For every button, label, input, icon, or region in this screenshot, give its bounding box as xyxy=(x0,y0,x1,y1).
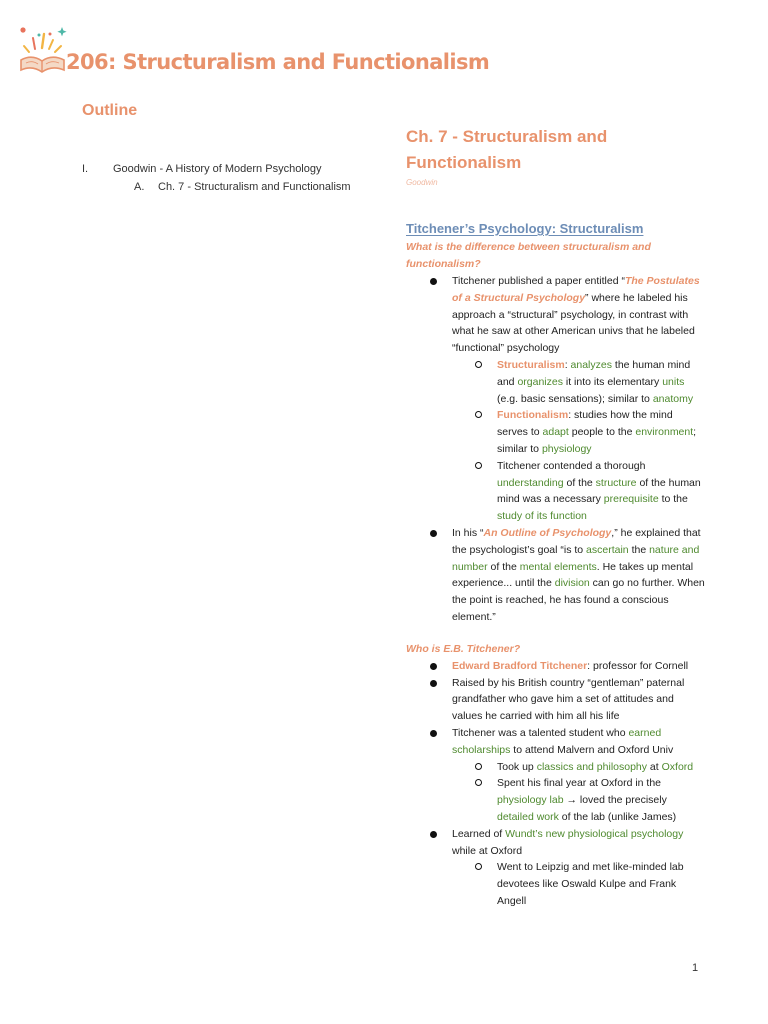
outline-link[interactable]: Goodwin - A History of Modern Psychology xyxy=(113,163,322,175)
list-item: Structuralism: analyzes the human mind and organizes it into its elementary units (e.g. basic sensations); similar to anatomy xyxy=(497,357,706,407)
outline-item[interactable] xyxy=(82,160,372,178)
term: Structuralism xyxy=(497,358,565,371)
outline-link[interactable]: Ch. 7 - Structuralism and Functionalism xyxy=(158,181,351,193)
list-item: Took up classics and philosophy at Oxford xyxy=(497,759,706,776)
list-item: Went to Leipzig and met like-minded lab devotees like Oswald Kulpe and Frank Angell xyxy=(497,859,706,909)
list-item: Titchener contended a thorough understanding of the structure of the human mind was a necessary prerequisite to the study of its function xyxy=(497,458,706,525)
list-item: Titchener published a paper entitled “The Postulates of a Structural Psychology” where he labeled his approach a “structural” psychology, in contrast with what he saw at other American univs that he labeled “functional” psychology Structuralism: analyzes the human mind and organizes it into its elementary units (e.g. basic sensations); similar to anatomy Functionalism: studies how the mind serves to adapt people to the environment; similar to physiology Titchener contended a thorough understanding of the structure of the human mind was a necessary prerequisite to the study of its function xyxy=(452,273,706,525)
book-title: An Outline of Psychology xyxy=(483,526,612,539)
chapter-subtitle: Goodwin xyxy=(406,178,438,187)
sub-bullet-list xyxy=(452,759,706,826)
list-item: Raised by his British country “gentleman” paternal grandfather who gave him a set of attitudes and values he carried with him all his life xyxy=(452,675,706,725)
list-item: Learned of Wundt’s new physiological psychology while at Oxford Went to Leipzig and met like-minded lab devotees like Oswald Kulpe and Frank Angell xyxy=(452,826,706,910)
question-heading: Who is E.B. Titchener? xyxy=(406,642,521,655)
list-item: Spent his final year at Oxford in the physiology lab → loved the precisely detailed work of the lab (unlike James) xyxy=(497,775,706,825)
term: Edward Bradford Titchener xyxy=(452,659,588,672)
book-sparkle-icon xyxy=(18,24,68,76)
outline-heading: Outline xyxy=(82,102,138,119)
sub-bullet-list xyxy=(452,357,706,525)
outline-list xyxy=(82,160,372,196)
paper-title: The Postulates of a Structural Psychology xyxy=(452,275,700,304)
list-item: Functionalism: studies how the mind serves to adapt people to the environment; similar to physiology xyxy=(497,407,706,457)
outline-item[interactable] xyxy=(82,178,372,196)
content-column xyxy=(406,124,706,910)
list-item: Titchener was a talented student who earned scholarships to attend Malvern and Oxford Univ Took up classics and philosophy at Oxford Spent his final year at Oxford in the physiology lab → loved the precisely detailed work of the lab (unlike James) xyxy=(452,725,706,826)
list-item: Edward Bradford Titchener: professor for Cornell xyxy=(452,658,706,675)
sub-bullet-list xyxy=(452,859,706,909)
outline-marker: A. xyxy=(134,181,145,193)
section-heading: Titchener’s Psychology: Structuralism xyxy=(406,221,644,236)
outline-marker: I. xyxy=(82,163,89,175)
chapter-title: Ch. 7 - Structuralism and Functionalism xyxy=(406,127,608,172)
term: Functionalism xyxy=(497,409,569,422)
document-title: 206: Structuralism and Functionalism xyxy=(66,50,490,74)
bullet-list xyxy=(406,273,706,626)
page-number: 1 xyxy=(692,962,699,974)
question-heading: What is the difference between structuralism and functionalism? xyxy=(406,241,651,270)
list-item: In his “An Outline of Psychology,” he explained that the psychologist’s goal “is to ascertain the nature and number of the mental elements. He takes up mental experience... until the division can go no further. When the point is reached, he has found a conscious element.” xyxy=(452,525,706,626)
bullet-list xyxy=(406,658,706,910)
